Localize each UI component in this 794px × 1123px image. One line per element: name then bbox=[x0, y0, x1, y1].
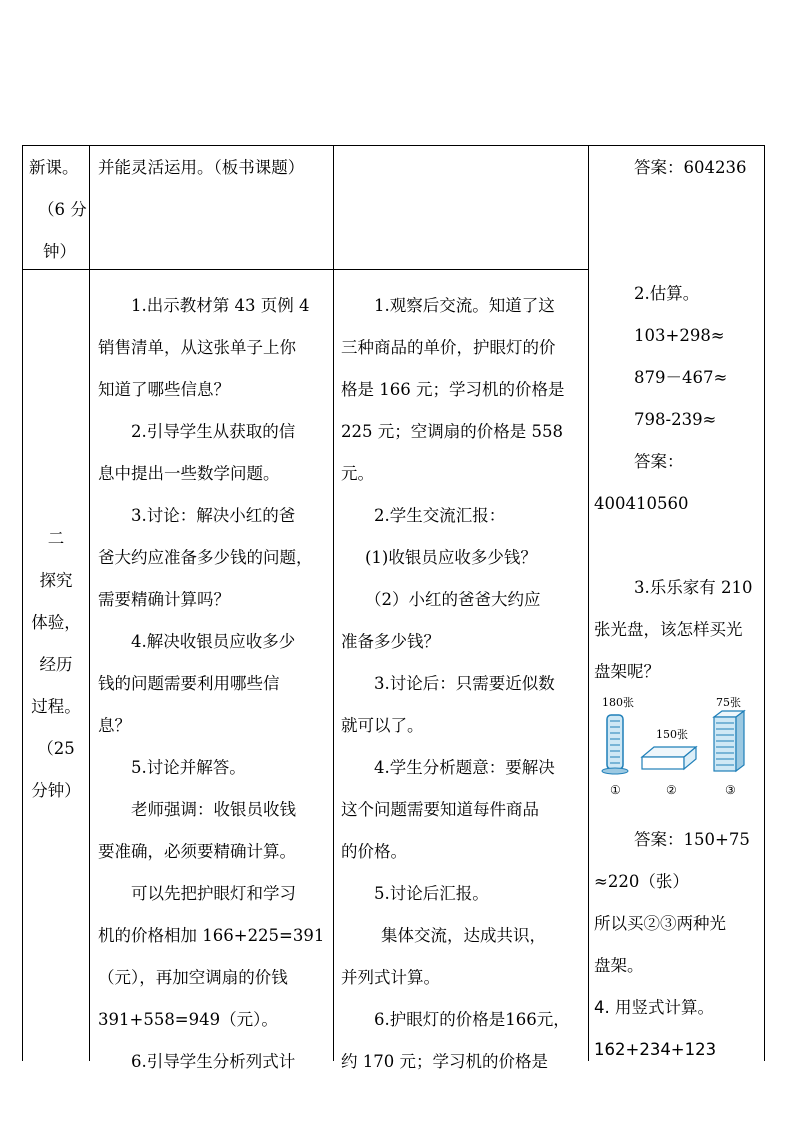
stage-line: 经历 bbox=[39, 655, 73, 674]
question-4-expression: 162+234+123 bbox=[594, 1040, 717, 1059]
student-line: 三种商品的单价，护眼灯的价 bbox=[341, 338, 556, 357]
row1-teacher-cell bbox=[98, 147, 330, 189]
column-divider bbox=[588, 146, 589, 1061]
figure-num-3: ③ bbox=[725, 783, 736, 797]
student-line: (1)收银员应收多少钱？ bbox=[365, 548, 537, 567]
tall-disc-rack-icon bbox=[602, 715, 628, 774]
exercise-cell bbox=[594, 147, 762, 1060]
row2-stage-cell bbox=[23, 518, 89, 812]
row-divider bbox=[23, 269, 588, 270]
teacher-line: 391+558=949（元）。 bbox=[98, 1010, 278, 1029]
teacher-line: 3.讨论：解决小红的爸 bbox=[131, 506, 296, 525]
question-4-title: 4. 用竖式计算。 bbox=[594, 998, 714, 1017]
student-line: 6.护眼灯的价格是166元， bbox=[374, 1010, 570, 1029]
student-line: 4.学生分析题意：要解决 bbox=[374, 758, 555, 777]
figure-label-150: 150张 bbox=[656, 728, 688, 741]
disc-rack-figure bbox=[598, 693, 758, 803]
lesson-table bbox=[22, 145, 765, 1071]
answer-1: 答案：604236 bbox=[634, 158, 747, 177]
stage-line: （6 分 bbox=[38, 200, 87, 219]
stage-line: 新课。 bbox=[29, 158, 79, 177]
column-divider bbox=[89, 146, 90, 1061]
figure-num-2: ② bbox=[666, 783, 677, 797]
student-line: 元。 bbox=[341, 464, 374, 483]
teacher-line: 钱的问题需要利用哪些信 bbox=[98, 674, 280, 693]
question-3-line: 3.乐乐家有 210 bbox=[634, 578, 753, 597]
student-activity-cell bbox=[341, 285, 587, 1071]
student-line: 1.观察后交流。知道了这 bbox=[374, 296, 555, 315]
stage-line: 体验， bbox=[31, 613, 81, 632]
teacher-line: 老师强调：收银员收钱 bbox=[131, 800, 296, 819]
stage-line: （25 bbox=[37, 739, 75, 758]
row1-stage-cell bbox=[29, 147, 89, 273]
student-line: 3.讨论后：只需要近似数 bbox=[374, 674, 555, 693]
column-divider bbox=[333, 146, 334, 1061]
stage-line: 钟） bbox=[43, 242, 76, 261]
figure-label-75: 75张 bbox=[716, 696, 741, 709]
stage-line: 二 bbox=[47, 529, 65, 548]
stage-line: 过程。 bbox=[31, 697, 81, 716]
teacher-line: 要准确，必须要精确计算。 bbox=[98, 842, 296, 861]
teacher-line: 息？ bbox=[98, 716, 131, 735]
answer-3-line: ≈220（张） bbox=[594, 872, 689, 891]
answer-3-line: 盘架。 bbox=[594, 956, 644, 975]
teacher-line: 机的价格相加 166+225=391 bbox=[98, 926, 325, 945]
student-line: 准备多少钱？ bbox=[341, 632, 440, 651]
answer-3-line: 答案：150+75 bbox=[634, 830, 750, 849]
student-line: 格是 166 元；学习机的价格是 bbox=[341, 380, 565, 399]
teacher-line: 可以先把护眼灯和学习 bbox=[131, 884, 296, 903]
student-line: 225 元；空调扇的价格是 558 bbox=[341, 422, 563, 441]
student-line: 就可以了。 bbox=[341, 716, 424, 735]
teacher-line: 6.引导学生分析列式计 bbox=[131, 1052, 296, 1071]
teacher-line: 知道了哪些信息？ bbox=[98, 380, 230, 399]
teacher-line: （元），再加空调扇的价钱 bbox=[98, 968, 288, 987]
student-line: 并列式计算。 bbox=[341, 968, 440, 987]
estimate-item: 798-239≈ bbox=[634, 410, 717, 429]
teacher-line: 息中提出一些数学问题。 bbox=[98, 464, 280, 483]
answer-3-line: 所以买②③两种光 bbox=[594, 914, 726, 933]
question-3-line: 盘架呢？ bbox=[594, 662, 660, 681]
stage-line: 分钟） bbox=[31, 781, 81, 800]
student-line: 的价格。 bbox=[341, 842, 407, 861]
teacher-line: 5.讨论并解答。 bbox=[131, 758, 246, 777]
estimate-item: 103+298≈ bbox=[634, 326, 725, 345]
answer-2-value: 400410560 bbox=[594, 494, 689, 513]
teacher-line: 销售清单，从这张单子上你 bbox=[98, 338, 296, 357]
student-line: （2）小红的爸爸大约应 bbox=[365, 590, 541, 609]
box-disc-rack-icon bbox=[642, 747, 696, 769]
student-line: 2.学生交流汇报： bbox=[374, 506, 506, 525]
figure-num-1: ① bbox=[610, 783, 621, 797]
stage-line: 探究 bbox=[39, 571, 73, 590]
answer-2-label: 答案： bbox=[634, 452, 684, 471]
question-3-line: 张光盘，该怎样买光 bbox=[594, 620, 743, 639]
teacher-line: 4.解决收银员应收多少 bbox=[131, 632, 296, 651]
student-line: 集体交流，达成共识， bbox=[381, 926, 546, 945]
student-line: 5.讨论后汇报。 bbox=[374, 884, 489, 903]
student-line: 约 170 元；学习机的价格是 bbox=[341, 1052, 548, 1071]
teacher-activity-cell bbox=[98, 285, 333, 1071]
teacher-line: 爸大约应准备多少钱的问题， bbox=[98, 548, 313, 567]
teacher-line: 需要精确计算吗？ bbox=[98, 590, 230, 609]
teacher-line: 并能灵活运用。（板书课题） bbox=[98, 158, 305, 177]
estimate-item: 879－467≈ bbox=[634, 368, 728, 387]
teacher-line: 2.引导学生从获取的信 bbox=[131, 422, 296, 441]
question-2-title: 2.估算。 bbox=[634, 284, 700, 303]
figure-label-180: 180张 bbox=[602, 696, 634, 709]
student-line: 这个问题需要知道每件商品 bbox=[341, 800, 539, 819]
teacher-line: 1.出示教材第 43 页例 4 bbox=[131, 296, 310, 315]
cube-disc-rack-icon bbox=[714, 711, 744, 771]
